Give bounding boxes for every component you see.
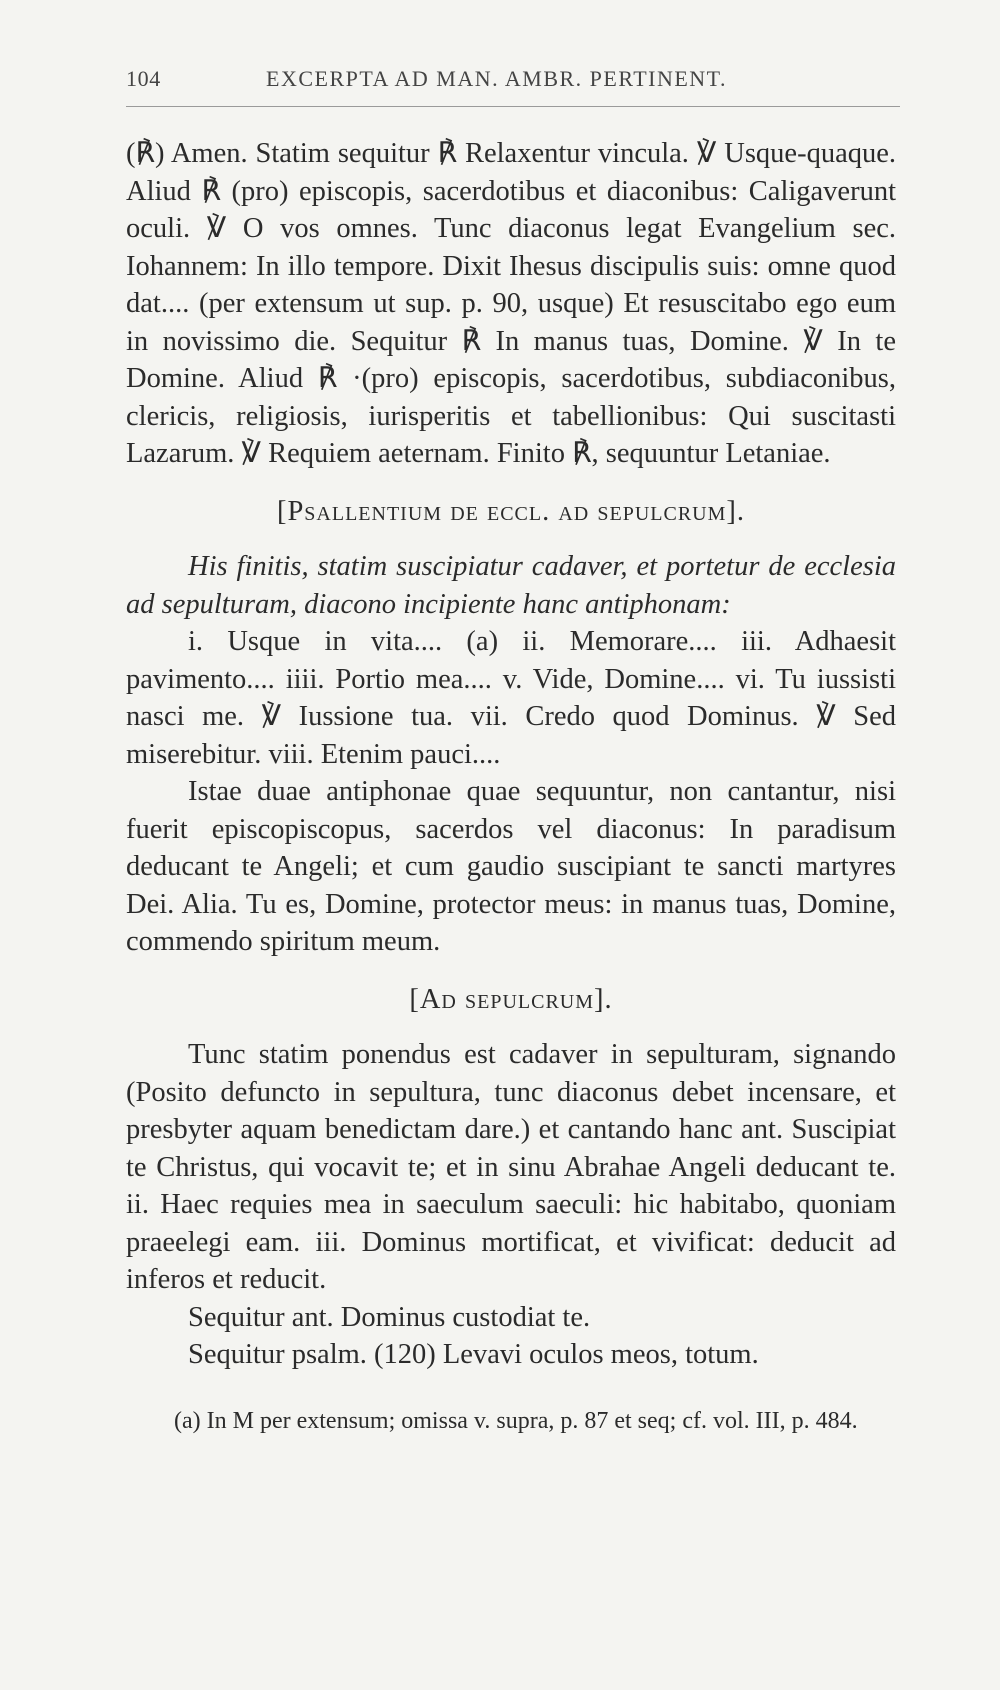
page-header (126, 66, 900, 106)
section-heading-psallentium (126, 493, 896, 531)
page-number: 104 (126, 66, 161, 91)
p6-text: Sequitur ant. Dominus custodiat te. (188, 1301, 591, 1333)
running-title: EXCERPTA AD MAN. AMBR. PERTINENT. (266, 66, 727, 91)
paragraph-6 (126, 1299, 896, 1337)
paragraph-5 (126, 1036, 896, 1299)
footnote-text: (a) In M per extensum; omissa v. supra, p. 87 et seq; cf. vol. III, p. 484. (174, 1407, 858, 1434)
paragraph-2 (126, 548, 896, 623)
p7-text: Sequitur psalm. (120) Levavi oculos meos, totum. (188, 1339, 759, 1370)
page-body (126, 135, 896, 1436)
p5-text: Tunc statim ponendus est cadaver in sepulturam, signando (Posito defuncto in sepultura, tunc diaconus debet incensare, et presbyter aquam benedictam dare.) et cantando hanc ant. Suscipiat te Christus, qui vocavit te; et in sinu Abrahae Angeli deducant te. ii. Haec requies mea in saeculum saeculi: hic habitabo, quoniam praeelegi eam. iii. Dominus mortificat, et vivificat: deducit ad inferos et reducit. (126, 1039, 896, 1295)
heading-2-text: [Ad sepulcrum]. (409, 983, 613, 1015)
section-heading-ad-sepulcrum (126, 981, 896, 1019)
p2-text: His finitis, statim suscipiatur cadaver, et portetur de ecclesia ad sepulturam, diacono incipiente hanc antiphonam: (126, 551, 896, 620)
heading-1-text: [Psallentium de eccl. ad sepulcrum]. (276, 495, 746, 527)
paragraph-7 (126, 1336, 896, 1374)
p4-text: Istae duae antiphonae quae sequuntur, non cantantur, nisi fuerit episcopiscopus, sacerdos vel diaconus: In paradisum deducant te Angeli; et cum gaudio suscipiant te sancti martyres Dei. Alia. Tu es, Domine, protector meus: in manus tuas, Domine, commendo spiritum meum. (126, 776, 896, 957)
header-rule (126, 106, 900, 107)
p1-text: (℟) Amen. Statim sequitur ℟ Relaxentur vincula. ℣ Usque-quaque. Aliud ℟ (pro) episcopis, sacerdotibus et diaconibus: Caligaverunt oculi. ℣ O vos omnes. Tunc diaconus legat Evangelium sec. Iohannem: In illo tempore. Dixit Ihesus discipulis suis: omne quod dat.... (per extensum ut sup. p. 90, usque) Et resuscitabo ego eum in novissimo die. Sequitur ℟ In manus tuas, Domine. ℣ In te Domine. Aliud ℟ ·(pro) episcopis, sacerdotibus, subdiaconibus, clericis, religiosis, iurisperitis et tabellionibus: Qui suscitasti Lazarum. ℣ Requiem aeternam. Finito ℟, sequuntur Letaniae. (126, 138, 896, 469)
paragraph-4 (126, 773, 896, 961)
p3-text: i. Usque in vita.... (a) ii. Memorare.... iii. Adhaesit pavimento.... iiii. Portio mea.... v. Vide, Domine.... vi. Tu iussisti nasci me. ℣ Iussione tua. vii. Credo quod Dominus. ℣ Sed miserebitur. viii. Etenim pauci.... (126, 626, 896, 770)
paragraph-3 (126, 623, 896, 773)
paragraph-1 (126, 135, 896, 473)
footnote (126, 1406, 896, 1436)
